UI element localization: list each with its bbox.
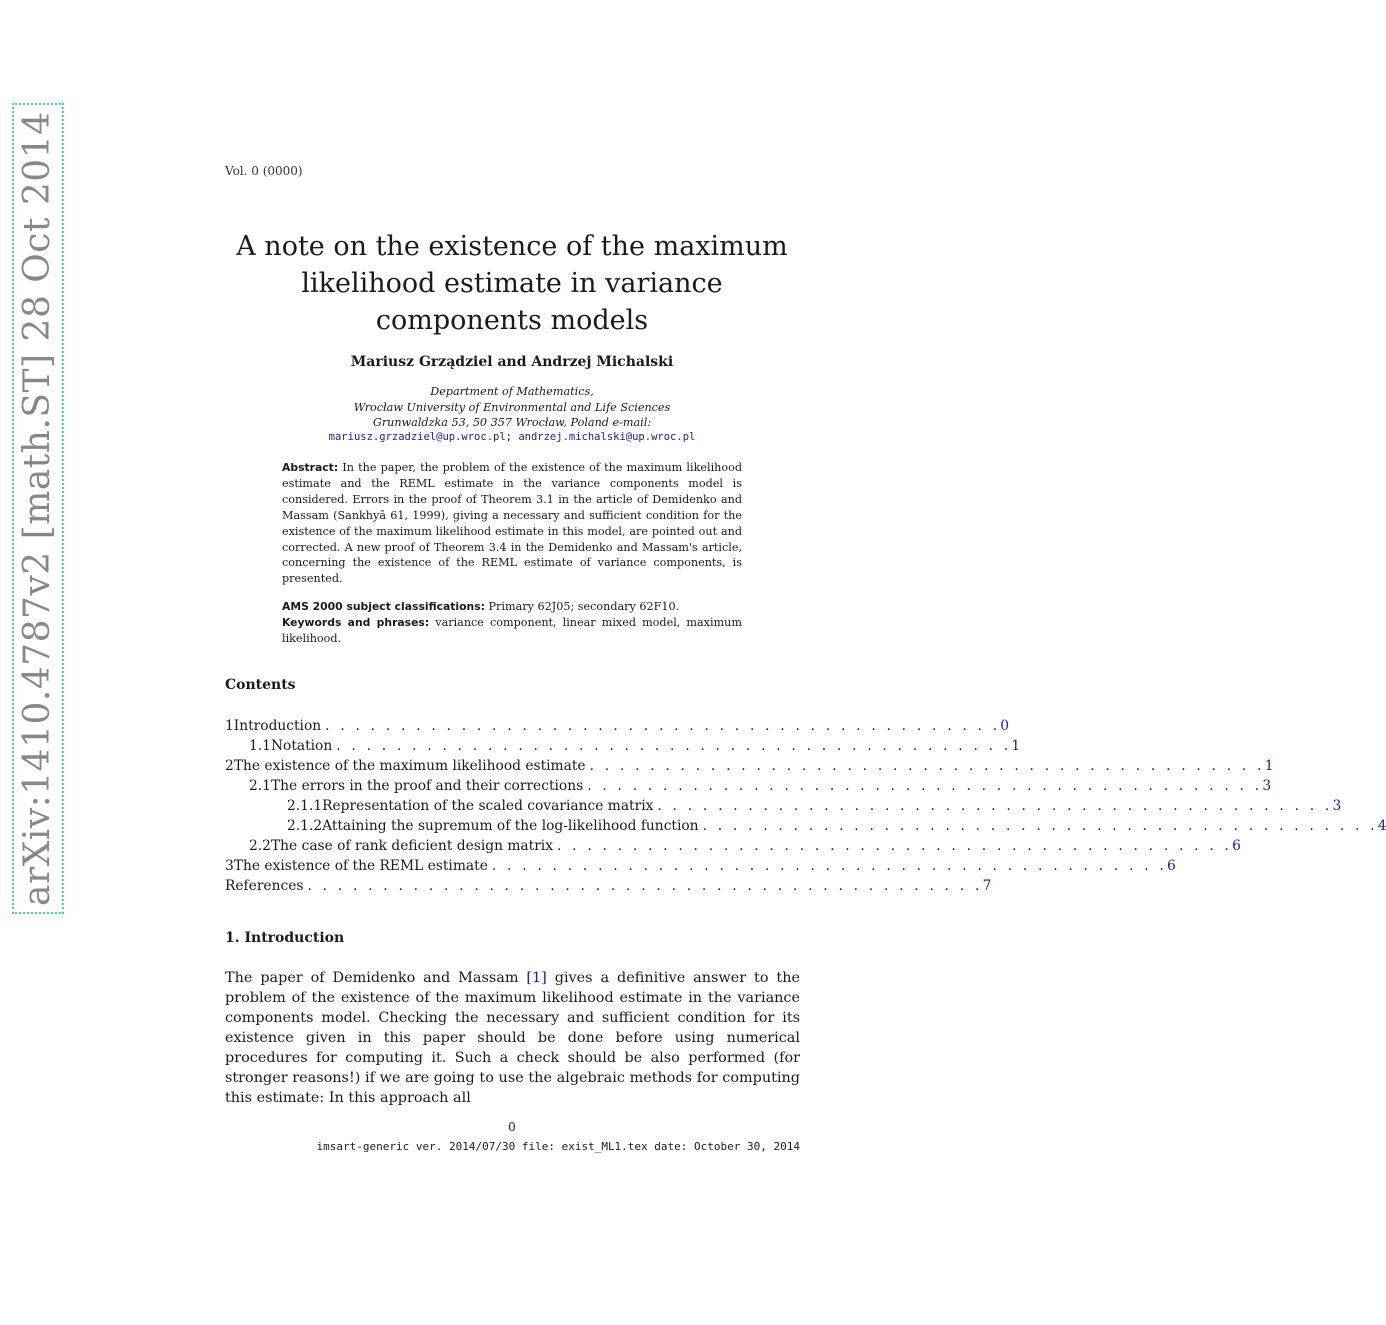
toc-title: The existence of the REML estimate [233,858,488,874]
toc-entry[interactable] [225,876,992,896]
toc-page-link[interactable]: 1 [1011,738,1021,754]
toc-entry[interactable] [225,796,1342,816]
toc-leader: . . . . . . . . . . . . . . . . . . . . . . . . . . . . . . . . . . . . . . . . . . . . . [491,858,1167,874]
toc-entry[interactable] [225,756,1274,776]
toc-leader: . . . . . . . . . . . . . . . . . . . . . . . . . . . . . . . . . . . . . . . . . . . . . [556,838,1233,854]
toc-leader: . . . . . . . . . . . . . . . . . . . . . . . . . . . . . . . . . . . . . . . . . . . . . [307,878,983,894]
toc-entry[interactable] [225,836,1241,856]
abstract-label: Abstract: [282,461,339,474]
toc-number: 2 [225,758,234,774]
toc-leader: . . . . . . . . . . . . . . . . . . . . . . . . . . . . . . . . . . . . . . . . . . . . . [587,778,1263,794]
citation-link[interactable]: [1] [526,970,547,986]
authors: Mariusz Grządziel and Andrzej Michalski [350,354,674,370]
affiliation-line: Department of Mathematics, [430,385,594,398]
toc-entry[interactable] [225,716,1010,736]
contents-heading: Contents [225,677,296,693]
toc-page-link[interactable]: 6 [1167,858,1176,874]
section-heading: 1. Introduction [225,930,345,946]
intro-text: gives a definitive answer to the problem of the existence of the maximum likelihood estimate in the variance components model. Checking the necessary and sufficient condition for its existence given in this paper should be done before using numerical procedures for computing it. Such a check should be also performed (for stronger reasons!) if we are going to use the algebraic methods for computing this estimate: In this approach all [225,970,800,1106]
affiliation-line: Wrocław University of Environmental and Life Sciences [353,400,671,414]
intro-paragraph [225,968,800,1108]
title-line: A note on the existence of the maximum [236,231,788,262]
toc-leader: . . . . . . . . . . . . . . . . . . . . . . . . . . . . . . . . . . . . . . . . . . . . . [657,798,1333,814]
ams-label: AMS 2000 subject classifications: [282,600,485,613]
abstract [282,460,742,587]
toc-title: The errors in the proof and their corrections [270,778,584,794]
toc-entry[interactable] [225,856,1176,876]
toc-title: Attaining the supremum of the log-likelihood function [322,818,699,834]
table-of-contents [225,716,1386,896]
toc-number: 2.1.2 [287,818,323,834]
toc-page-link[interactable]: 3 [1262,778,1272,794]
affiliation-line: Grunwaldzka 53, 50 357 Wrocław, Poland e-mail: [372,416,652,429]
toc-number: 1.1 [249,738,271,754]
keywords-line [282,615,742,647]
toc-entry[interactable] [225,776,1272,796]
toc-entry[interactable] [225,736,1021,756]
toc-page-link[interactable]: 3 [1332,798,1342,814]
page-footer: imsart-generic ver. 2014/07/30 file: exist_ML1.tex date: October 30, 2014 [316,1140,800,1153]
toc-title: Representation of the scaled covariance matrix [322,798,654,814]
email-link-2[interactable]: andrzej.michalski@up.wroc.pl [518,431,696,443]
toc-page-link[interactable]: 1 [1264,758,1274,774]
toc-number: 2.2 [249,838,271,854]
page-number: 0 [508,1120,516,1134]
toc-number: 2.1.1 [287,798,323,814]
toc-title: Notation [270,738,333,754]
affiliation [200,384,824,431]
ams-text: Primary 62J05; secondary 62F10. [488,600,680,613]
toc-title: References [225,878,304,894]
toc-title: The existence of the maximum likelihood estimate [233,758,586,774]
toc-page-link[interactable]: 0 [1000,718,1010,734]
toc-leader: . . . . . . . . . . . . . . . . . . . . . . . . . . . . . . . . . . . . . . . . . . . . . [325,718,1001,734]
keywords-label: Keywords and phrases: [282,615,430,629]
title-line: components models [375,305,649,336]
toc-page-link[interactable]: 6 [1232,838,1241,854]
arxiv-stamp: arXiv:1410.4787v2 [math.ST] 28 Oct 2014 [12,103,64,914]
keywords-text: variance component, linear mixed model, maximum likelihood. [282,615,742,645]
title-line: likelihood estimate in variance [301,268,723,299]
email-separator: ; [505,431,512,443]
toc-entry[interactable] [225,816,1386,836]
volume-label: Vol. 0 (0000) [225,164,303,178]
toc-page-link[interactable]: 4 [1377,818,1386,834]
abstract-text: In the paper, the problem of the existence of the maximum likelihood estimate and the REML estimate in the variance components model is considered. Errors in the proof of Theorem 3.1 in the article of Demidenko and Massam (Sankhyā 61, 1999), giving a necessary and sufficient condition for the existence of the maximum likelihood estimate in this model, are pointed out and corrected. A new proof of Theorem 3.4 in the Demidenko and Massam's article, concerning the existence of the REML estimate of variance components, is presented. [282,461,742,586]
toc-leader: . . . . . . . . . . . . . . . . . . . . . . . . . . . . . . . . . . . . . . . . . . . . . [336,738,1012,754]
toc-number: 3 [225,858,234,874]
classifications [282,599,742,647]
toc-leader: . . . . . . . . . . . . . . . . . . . . . . . . . . . . . . . . . . . . . . . . . . . . . [589,758,1265,774]
toc-page-link[interactable]: 7 [982,878,992,894]
toc-title: Introduction [233,718,322,734]
toc-title: The case of rank deficient design matrix [270,838,553,854]
toc-number: 1 [225,718,234,734]
paper-title [200,228,824,339]
toc-leader: . . . . . . . . . . . . . . . . . . . . . . . . . . . . . . . . . . . . . . . . . . . . . [702,818,1378,834]
ams-line [282,599,742,615]
author-emails [200,431,824,443]
intro-text: The paper of Demidenko and Massam [225,970,527,986]
toc-number: 2.1 [249,778,271,794]
email-link-1[interactable]: mariusz.grzadziel@up.wroc.pl [328,431,506,443]
